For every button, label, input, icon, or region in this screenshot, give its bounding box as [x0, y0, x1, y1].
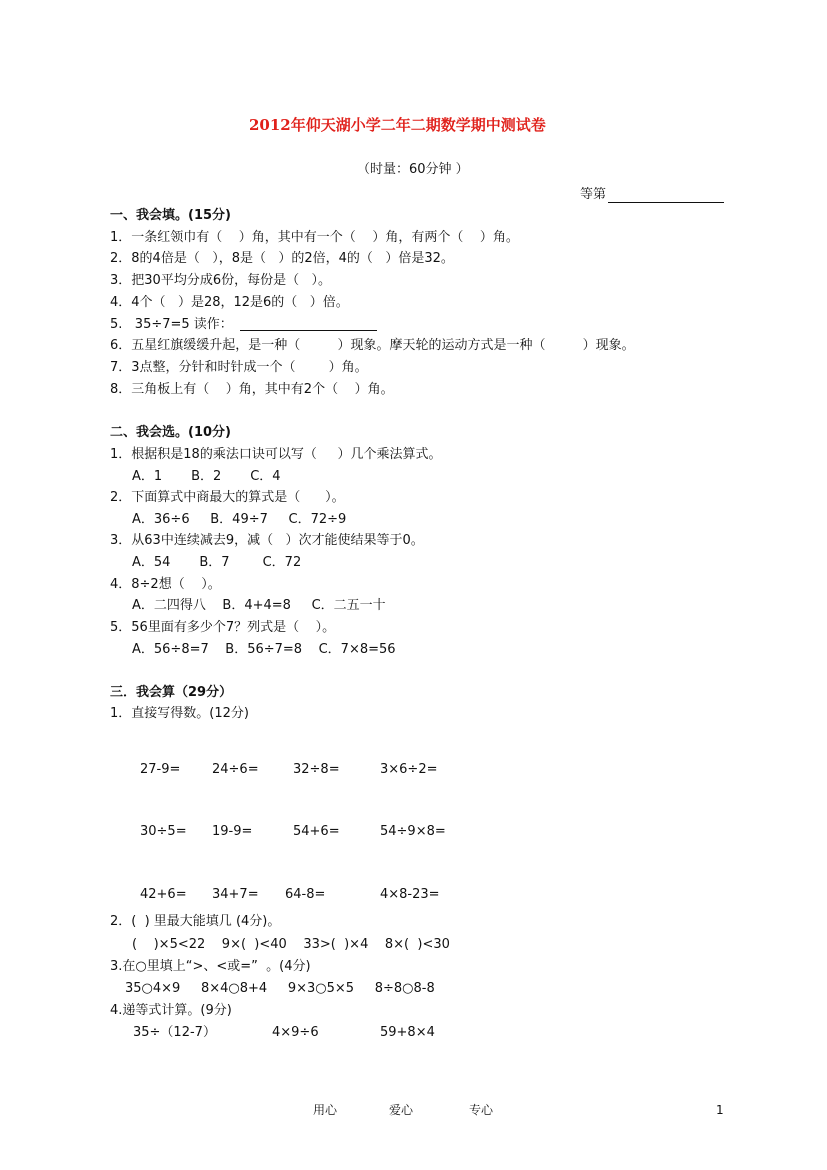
s2-question-1: 1．根据积是18的乘法口诀可以写（ ）几个乘法算式。	[110, 447, 442, 462]
calc-item: 32÷8=	[293, 762, 340, 777]
s1-question-8: 8．三角板上有（ ）角，其中有2个（ ）角。	[110, 382, 394, 397]
s2-q5-options: A．56÷8=7 B．56÷7=8 C．7×8=56	[132, 642, 396, 657]
calc-item: 34+7=	[212, 887, 259, 902]
calc-item: 3×6÷2=	[380, 762, 438, 777]
s1-question-3: 3．把30平均分成6份，每份是（ ）。	[110, 273, 331, 288]
s3-q4-item: 4×9÷6	[272, 1025, 319, 1040]
s3-question-2: 2．( ) 里最大能填几 (4分)。	[110, 914, 281, 929]
grade-label: 等第	[580, 187, 607, 202]
s2-question-4: 4．8÷2想（ ）。	[110, 577, 221, 592]
s3-question-1: 1．直接写得数。(12分)	[110, 706, 249, 721]
footer-item: 专心	[469, 1103, 494, 1117]
footer-item: 用心	[313, 1103, 338, 1117]
s1-question-1: 1．一条红领巾有（ ）角，其中有一个（ ）角，有两个（ ）角。	[110, 230, 519, 245]
footer-item: 爱心	[389, 1103, 414, 1117]
time-limit: （时量：60分钟 ）	[357, 162, 469, 177]
s2-question-2: 2．下面算式中商最大的算式是（ ）。	[110, 490, 345, 505]
s3-question-4: 4.递等式计算。(9分)	[110, 1003, 232, 1018]
s3-q2-items: ( )×5<22 9×( )<40 33>( )×4 8×( )<30	[132, 937, 450, 952]
s1-question-6: 6．五星红旗缓缓升起，是一种（ ）现象。摩天轮的运动方式是一种（ ）现象。	[110, 338, 635, 353]
s1-question-7: 7．3点整，分针和时针成一个（ ）角。	[110, 360, 368, 375]
s2-question-5: 5．56里面有多少个7？列式是（ ）。	[110, 620, 336, 635]
s3-question-3: 3.在○里填上“>、<或=” 。(4分)	[110, 959, 311, 974]
s2-q3-options: A．54 B．7 C．72	[132, 555, 302, 570]
s1-question-2: 2．8的4倍是（ ），8是（ ）的2倍，4的（ ）倍是32。	[110, 251, 454, 266]
calc-item: 27-9=	[140, 762, 181, 777]
s1-q5-answer-blank[interactable]	[240, 318, 377, 331]
section1-heading: 一、我会填。(15分)	[110, 208, 231, 223]
calc-item: 64-8=	[285, 887, 326, 902]
calc-item: 30÷5=	[140, 824, 187, 839]
calc-item: 42+6=	[140, 887, 187, 902]
calc-item: 19-9=	[212, 824, 253, 839]
calc-item: 24÷6=	[212, 762, 259, 777]
grade-blank[interactable]	[608, 190, 724, 203]
s1-question-4: 4．4个（ ）是28，12是6的（ ）倍。	[110, 295, 349, 310]
s2-question-3: 3．从63中连续减去9，减（ ）次才能使结果等于0。	[110, 533, 424, 548]
section3-heading: 三．我会算（29分）	[110, 685, 233, 700]
s3-q4-item: 35÷（12-7）	[133, 1025, 216, 1040]
s1-question-5: 5. 35÷7=5 读作：	[110, 317, 233, 332]
s2-q4-options: A．二四得八 B．4+4=8 C．二五一十	[132, 598, 386, 613]
s3-q4-item: 59+8×4	[380, 1025, 435, 1040]
s3-q3-items: 35○4×9 8×4○8+4 9×3○5×5 8÷8○8-8	[125, 981, 435, 996]
calc-item: 54+6=	[293, 824, 340, 839]
page-number: 1	[716, 1103, 724, 1117]
calc-item: 4×8-23=	[380, 887, 440, 902]
s2-q2-options: A．36÷6 B．49÷7 C．72÷9	[132, 512, 347, 527]
page-title: 2012年仰天湖小学二年二期数学期中测试卷	[249, 116, 546, 134]
calc-item: 54÷9×8=	[380, 824, 446, 839]
section2-heading: 二、我会选。(10分)	[110, 425, 231, 440]
s2-q1-options: A．1 B．2 C．4	[132, 469, 281, 484]
